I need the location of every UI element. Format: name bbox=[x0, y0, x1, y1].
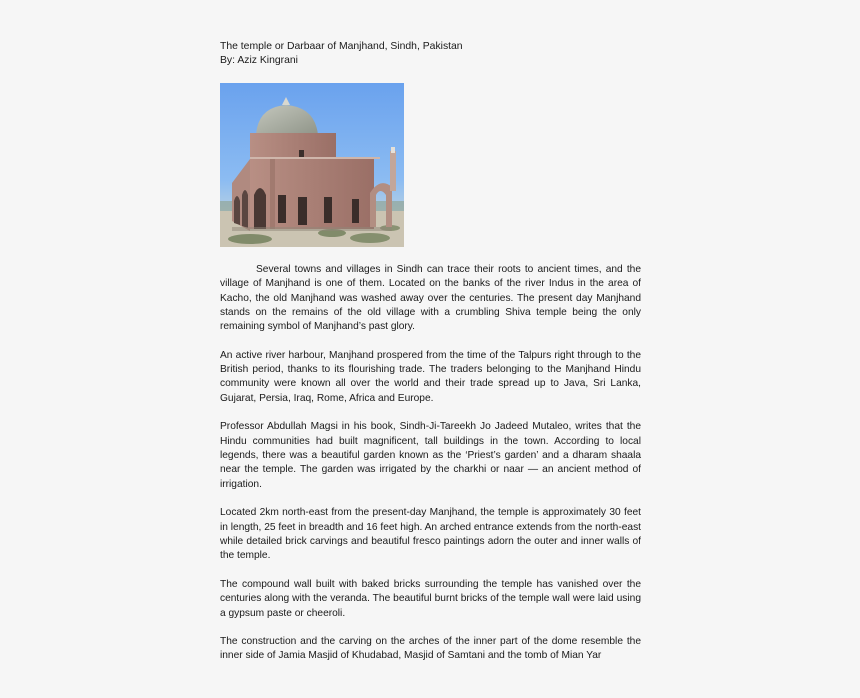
paragraph: Professor Abdullah Magsi in his book, Sindh-Ji-Tareekh Jo Jadeed Mutaleo, writes that the Hindu communities had built magnificent, tall buildings in the town. According to local legends, there was a beautiful garden known as the ‘Priest’s garden’ and a dharam shaala near the temple. The garden was irrigated by the charkhi or naar — an ancient method of irrigation. bbox=[220, 421, 641, 490]
document-page bbox=[220, 40, 641, 678]
paragraph: The compound wall built with baked bricks surrounding the temple has vanished over the centuries along with the veranda. The beautiful burnt bricks of the temple wall were laid using a gypsum paste or cheeroli. bbox=[220, 578, 641, 619]
paragraph: An active river harbour, Manjhand prospered from the time of the Talpurs right through to the British period, thanks to its flourishing trade. The traders belonging to the Manjhand Hindu community were known all over the world and their trade spread up to Java, Sri Lanka, Gujarat, Persia, Iraq, Rome, Africa and Europe. bbox=[220, 349, 641, 404]
document-title: The temple or Darbaar of Manjhand, Sindh, Pakistan bbox=[220, 41, 463, 52]
article-body bbox=[220, 263, 641, 664]
paragraph: Several towns and villages in Sindh can trace their roots to ancient times, and the village of Manjhand is one of them. Located on the banks of the river Indus in the area of Kacho, the old Manjhand was washed away over the centuries. The present day Manjhand stands on the remains of the old village with a crumbling Shiva temple being the only remaining symbol of Manjhand’s past glory. bbox=[220, 264, 641, 333]
header-block bbox=[220, 40, 641, 68]
paragraph: Located 2km north-east from the present-day Manjhand, the temple is approximately 30 feet in length, 25 feet in breadth and 16 feet high. An arched entrance extends from the north-east while detailed brick carvings and beautiful fresco paintings adorn the outer and inner walls of the temple. bbox=[220, 507, 641, 562]
temple-photo bbox=[220, 83, 404, 247]
paragraph: The construction and the carving on the arches of the inner part of the dome resemble the inner side of Jamia Masjid of Khudabad, Masjid of Samtani and the tomb of Mian Yar bbox=[220, 636, 641, 662]
temple-photo-illustration bbox=[220, 83, 404, 247]
byline: By: Aziz Kingrani bbox=[220, 55, 298, 66]
